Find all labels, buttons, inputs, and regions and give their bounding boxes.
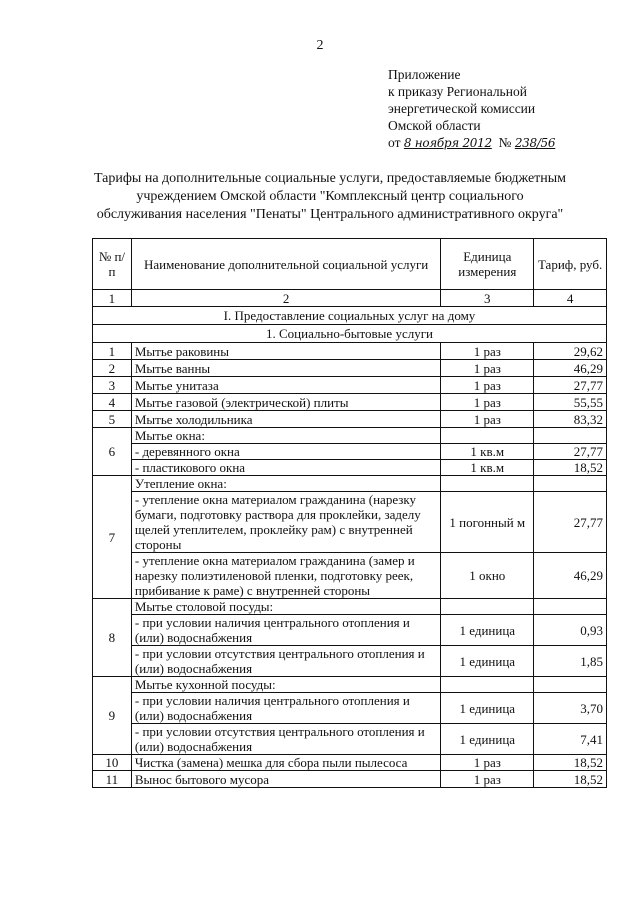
- row-num: 4: [93, 394, 132, 411]
- row-unit: [441, 476, 534, 492]
- row-name: Мытье раковины: [131, 343, 441, 360]
- row-price: [534, 599, 607, 615]
- row-unit: 1 кв.м: [441, 460, 534, 476]
- row-name: - деревянного окна: [131, 444, 441, 460]
- table-row: [93, 646, 607, 677]
- section-sub-title: 1. Социально-бытовые услуги: [93, 325, 607, 343]
- row-unit: [441, 677, 534, 693]
- table-header-row: [93, 239, 607, 290]
- table-row-heading: [93, 428, 607, 444]
- row-num: 10: [93, 755, 132, 771]
- row-price: 1,85: [534, 646, 607, 677]
- row-name: - при условии отсутствия центрального отопления и (или) водоснабжения: [131, 646, 441, 677]
- row-num: 2: [93, 360, 132, 377]
- index-cell: 1: [93, 290, 132, 307]
- row-unit: 1 раз: [441, 411, 534, 428]
- table-row: [93, 755, 607, 771]
- header-price: Тариф, руб.: [534, 239, 607, 290]
- appendix-line: Омской области: [388, 118, 481, 133]
- table-row: [93, 693, 607, 724]
- row-num: 8: [93, 599, 132, 677]
- table-row: [93, 411, 607, 428]
- tariff-table: [92, 238, 607, 788]
- row-name: Вынос бытового мусора: [131, 771, 441, 788]
- row-price: 83,32: [534, 411, 607, 428]
- row-unit: 1 погонный м: [441, 492, 534, 553]
- table-row: [93, 444, 607, 460]
- table-row: [93, 553, 607, 599]
- index-cell: 4: [534, 290, 607, 307]
- table-row: [93, 492, 607, 553]
- row-num: 11: [93, 771, 132, 788]
- index-cell: 2: [131, 290, 441, 307]
- title-line: Тарифы на дополнительные социальные услуги, предоставляемые бюджетным: [93, 171, 567, 186]
- row-unit: [441, 599, 534, 615]
- row-num: 6: [93, 428, 132, 476]
- appendix-block: [388, 66, 555, 152]
- header-unit: Единица измерения: [441, 239, 534, 290]
- row-name: Чистка (замена) мешка для сбора пыли пылесоса: [131, 755, 441, 771]
- number-prefix: №: [498, 135, 512, 150]
- row-unit: 1 раз: [441, 377, 534, 394]
- row-heading: Утепление окна:: [131, 476, 441, 492]
- row-price: [534, 677, 607, 693]
- row-name: Мытье холодильника: [131, 411, 441, 428]
- row-name: Мытье газовой (электрической) плиты: [131, 394, 441, 411]
- row-unit: 1 раз: [441, 343, 534, 360]
- row-price: 55,55: [534, 394, 607, 411]
- table-row: [93, 771, 607, 788]
- row-num: 3: [93, 377, 132, 394]
- document-title: [40, 170, 620, 224]
- row-num: 9: [93, 677, 132, 755]
- row-unit: 1 окно: [441, 553, 534, 599]
- row-name: Мытье ванны: [131, 360, 441, 377]
- row-heading: Мытье столовой посуды:: [131, 599, 441, 615]
- row-unit: 1 раз: [441, 360, 534, 377]
- row-price: 27,77: [534, 492, 607, 553]
- section-row: [93, 307, 607, 325]
- row-price: 27,77: [534, 377, 607, 394]
- row-price: 7,41: [534, 724, 607, 755]
- appendix-line: Приложение: [388, 67, 461, 82]
- row-num: 7: [93, 476, 132, 599]
- row-price: 46,29: [534, 360, 607, 377]
- row-name: - утепление окна материалом гражданина (замер и нарезку полиэтиленовой пленки, подготовку реек, прибивание к раме) с внутренней стороны: [131, 553, 441, 599]
- row-price: 27,77: [534, 444, 607, 460]
- row-price: 18,52: [534, 771, 607, 788]
- column-index-row: [93, 290, 607, 307]
- table-row: [93, 343, 607, 360]
- row-price: 46,29: [534, 553, 607, 599]
- row-name: - пластикового окна: [131, 460, 441, 476]
- row-price: 18,52: [534, 755, 607, 771]
- row-heading: Мытье кухонной посуды:: [131, 677, 441, 693]
- row-unit: 1 единица: [441, 724, 534, 755]
- handwritten-date: 8 ноября 2012: [403, 136, 492, 150]
- header-name: Наименование дополнительной социальной услуги: [131, 239, 441, 290]
- header-num: № п/п: [93, 239, 132, 290]
- table-row-heading: [93, 677, 607, 693]
- row-name: - при условии наличия центрального отопления и (или) водоснабжения: [131, 693, 441, 724]
- appendix-line: к приказу Региональной: [388, 84, 527, 99]
- row-name: - утепление окна материалом гражданина (нарезку бумаги, подготовку раствора для проклейки, заделу щелей утеплителем, проклейку рам) с внутренней стороны: [131, 492, 441, 553]
- row-unit: 1 единица: [441, 646, 534, 677]
- table-row: [93, 460, 607, 476]
- row-unit: 1 кв.м: [441, 444, 534, 460]
- row-unit: [441, 428, 534, 444]
- table-row: [93, 360, 607, 377]
- table-row: [93, 394, 607, 411]
- row-name: Мытье унитаза: [131, 377, 441, 394]
- row-price: [534, 428, 607, 444]
- table-row-heading: [93, 476, 607, 492]
- row-unit: 1 раз: [441, 771, 534, 788]
- table-row-heading: [93, 599, 607, 615]
- row-unit: 1 раз: [441, 394, 534, 411]
- row-price: 0,93: [534, 615, 607, 646]
- row-price: [534, 476, 607, 492]
- title-line: учреждением Омской области "Комплексный центр социального: [136, 189, 524, 204]
- row-price: 18,52: [534, 460, 607, 476]
- row-unit: 1 раз: [441, 755, 534, 771]
- row-name: - при условии отсутствия центрального отопления и (или) водоснабжения: [131, 724, 441, 755]
- row-heading: Мытье окна:: [131, 428, 441, 444]
- table-row: [93, 724, 607, 755]
- row-num: 1: [93, 343, 132, 360]
- row-unit: 1 единица: [441, 693, 534, 724]
- title-line: обслуживания населения "Пенаты" Центрального административного округа": [96, 207, 564, 222]
- date-prefix: от: [388, 135, 401, 150]
- section-row: [93, 325, 607, 343]
- row-price: 29,62: [534, 343, 607, 360]
- handwritten-number: 238/56: [514, 136, 556, 150]
- row-unit: 1 единица: [441, 615, 534, 646]
- row-name: - при условии наличия центрального отопления и (или) водоснабжения: [131, 615, 441, 646]
- section-main-title: I. Предоставление социальных услуг на дому: [93, 307, 607, 325]
- row-num: 5: [93, 411, 132, 428]
- page-number: 2: [316, 38, 324, 53]
- order-date-line: [388, 134, 555, 152]
- appendix-line: энергетической комиссии: [388, 101, 536, 116]
- row-price: 3,70: [534, 693, 607, 724]
- index-cell: 3: [441, 290, 534, 307]
- table-row: [93, 377, 607, 394]
- table-row: [93, 615, 607, 646]
